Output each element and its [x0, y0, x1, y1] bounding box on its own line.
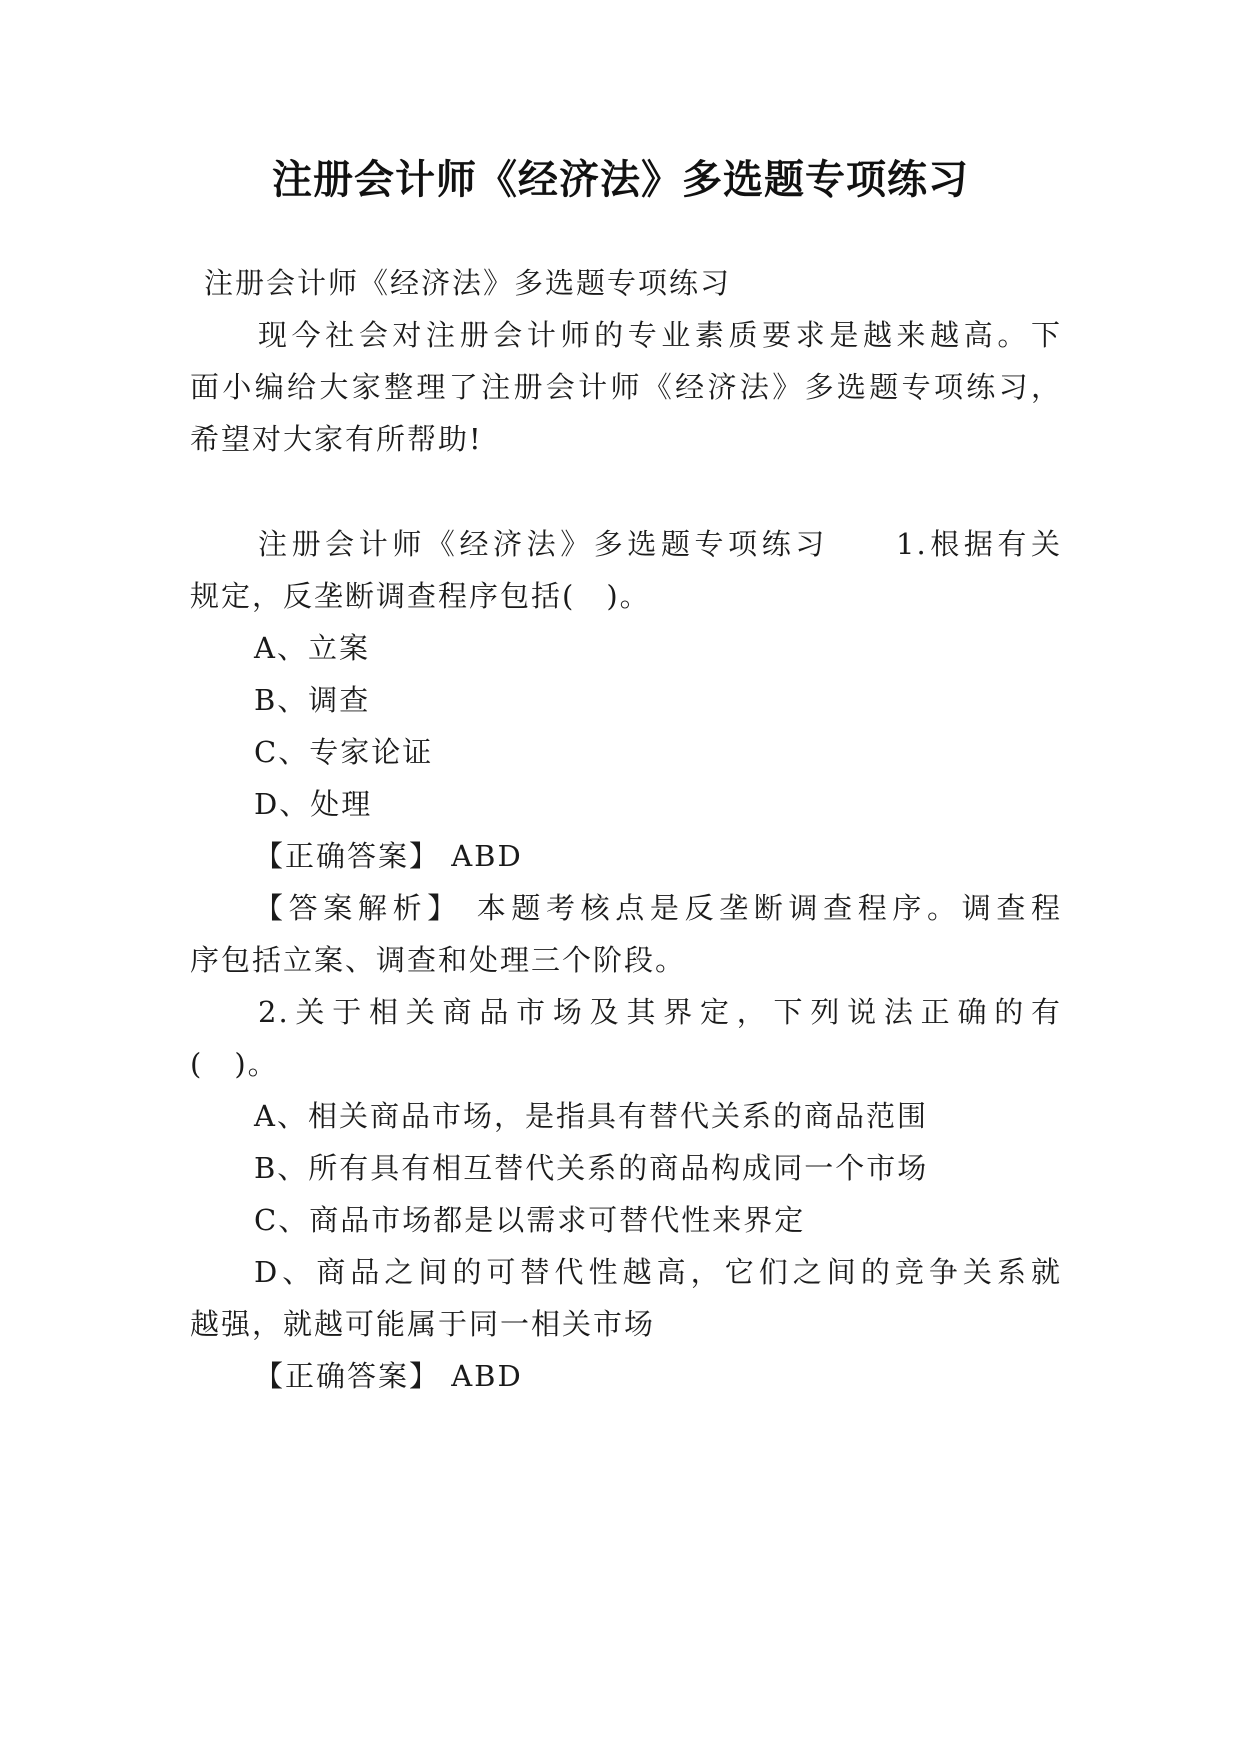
question-1-stem-line-2: 规定，反垄断调查程序包括( )。	[190, 579, 651, 613]
question-2-option-b: B、所有具有相互替代关系的商品构成同一个市场	[254, 1151, 929, 1185]
question-2-option-c: C、商品市场都是以需求可替代性来界定	[254, 1203, 806, 1237]
question-1-stem-line-1: 注册会计师《经济法》多选题专项练习 1.根据有关	[258, 527, 1062, 561]
question-1-option-d: D、处理	[254, 787, 373, 821]
question-1-option-c: C、专家论证	[254, 735, 434, 769]
intro-line-3: 希望对大家有所帮助!	[190, 422, 483, 456]
subtitle: 注册会计师《经济法》多选题专项练习	[204, 266, 732, 300]
question-1-answer: 【正确答案】 ABD	[254, 839, 523, 873]
question-1-analysis-line-1: 【答案解析】 本题考核点是反垄断调查程序。调查程	[254, 891, 1062, 925]
intro-line-1: 现今社会对注册会计师的专业素质要求是越来越高。下	[258, 318, 1062, 352]
intro-line-2: 面小编给大家整理了注册会计师《经济法》多选题专项练习，	[190, 370, 1062, 404]
question-2-stem-line-1: 2.关于相关商品市场及其界定，下列说法正确的有	[258, 995, 1062, 1029]
question-1-analysis-line-2: 序包括立案、调查和处理三个阶段。	[190, 943, 687, 977]
document-title: 注册会计师《经济法》多选题专项练习	[272, 157, 969, 203]
question-2-option-d-line-2: 越强，就越可能属于同一相关市场	[190, 1307, 656, 1341]
question-2-option-d-line-1: D、商品之间的可替代性越高，它们之间的竞争关系就	[254, 1255, 1062, 1289]
question-2-stem-line-2: ( )。	[190, 1047, 279, 1081]
question-1-option-a: A、立案	[254, 631, 370, 665]
question-2-answer: 【正确答案】 ABD	[254, 1359, 523, 1393]
question-2-option-a: A、相关商品市场，是指具有替代关系的商品范围	[254, 1099, 928, 1133]
question-1-option-b: B、调查	[254, 683, 371, 717]
